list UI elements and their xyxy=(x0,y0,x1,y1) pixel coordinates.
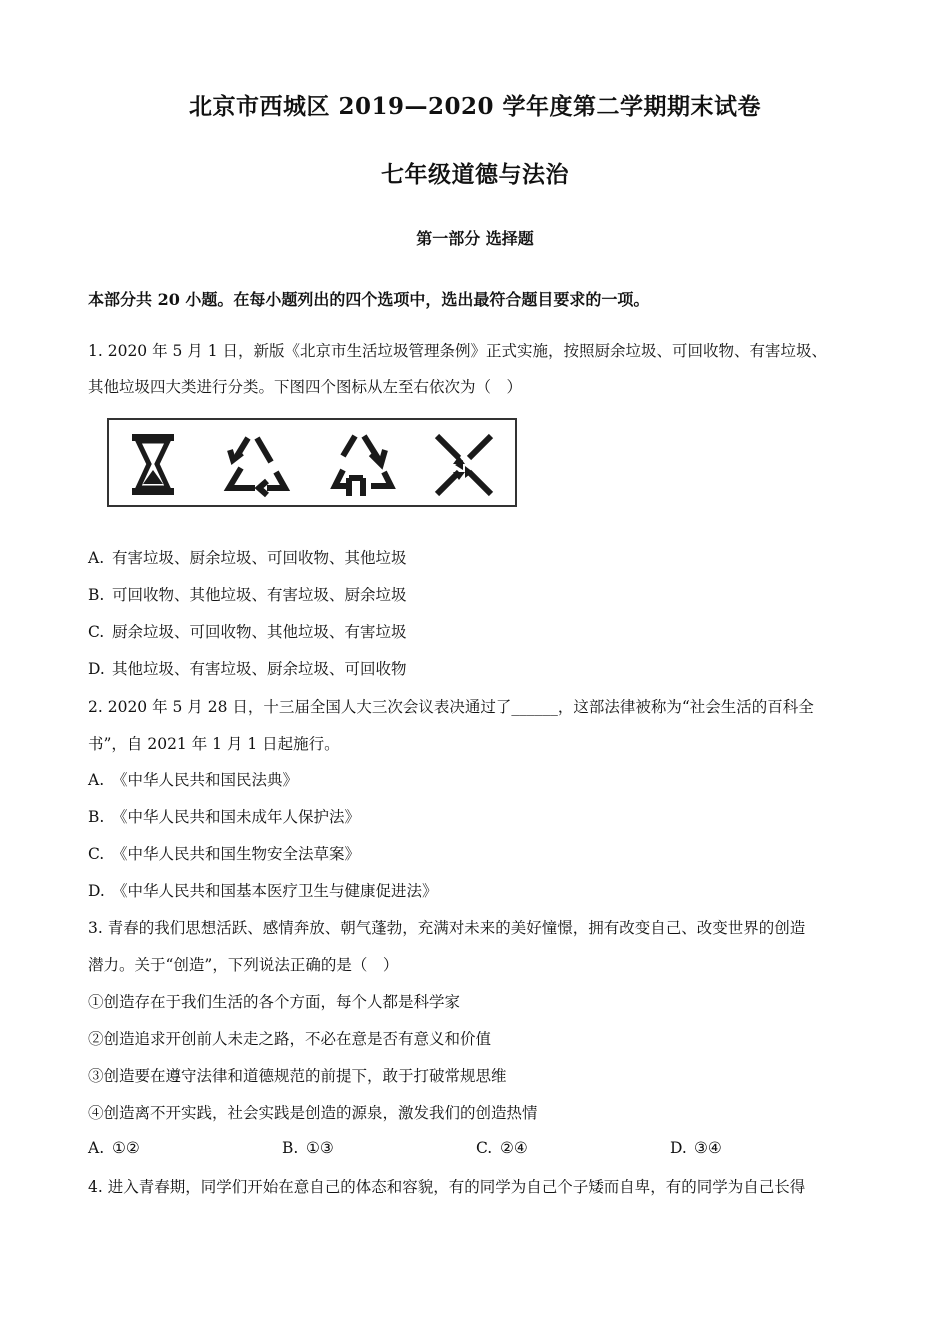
exam-subtitle: 七年级道德与法治 xyxy=(381,161,569,188)
q3-option-c[interactable]: C. ②④ xyxy=(476,1139,528,1157)
exam-title: 北京市西城区 2019—2020 学年度第二学期期末试卷 xyxy=(188,93,762,120)
q3-statement-3: ③创造要在遵守法律和道德规范的前提下，敢于打破常规思维 xyxy=(88,1067,507,1085)
q2-stem-line2: 书”，自 2021 年 1 月 1 日起施行。 xyxy=(88,735,340,753)
other-waste-icon xyxy=(437,436,491,494)
waste-icons-figure xyxy=(107,418,517,507)
kitchen-waste-icon xyxy=(335,436,391,496)
q4-stem-line1: 4. 进入青春期，同学们开始在意自己的体态和容貌，有的同学为自己个子矮而自卑，有的同学为自己长得 xyxy=(88,1178,806,1196)
q3-statement-1: ①创造存在于我们生活的各个方面，每个人都是科学家 xyxy=(88,993,461,1011)
q1-option-b[interactable]: B. 可回收物、其他垃圾、有害垃圾、厨余垃圾 xyxy=(88,586,407,604)
q2-option-a[interactable]: A. 《中华人民共和国民法典》 xyxy=(88,771,299,789)
q2-stem-line1: 2. 2020 年 5 月 28 日，十三届全国人大三次会议表决通过了______，这部法律被称为“社会生活的百科全 xyxy=(88,698,814,716)
q3-option-a[interactable]: A. ①② xyxy=(88,1139,140,1157)
q1-option-a[interactable]: A. 有害垃圾、厨余垃圾、可回收物、其他垃圾 xyxy=(88,549,407,567)
section-heading: 第一部分 选择题 xyxy=(416,229,534,248)
hazardous-waste-icon xyxy=(132,434,174,495)
q3-stem-line1: 3. 青春的我们思想活跃、感情奔放、朝气蓬勃，充满对未来的美好憧憬，拥有改变自己、改变世界的创造 xyxy=(88,919,806,937)
instructions: 本部分共 20 小题。在每小题列出的四个选项中，选出最符合题目要求的一项。 xyxy=(88,290,650,309)
q3-statement-4: ④创造离不开实践，社会实践是创造的源泉，激发我们的创造热情 xyxy=(88,1104,538,1122)
q2-option-b[interactable]: B. 《中华人民共和国未成年人保护法》 xyxy=(88,808,361,826)
q3-statement-2: ②创造追求开创前人未走之路，不必在意是否有意义和价值 xyxy=(88,1030,492,1048)
q3-stem-line2: 潜力。关于“创造”，下列说法正确的是（ ） xyxy=(88,956,399,974)
q1-stem-line1: 1. 2020 年 5 月 1 日，新版《北京市生活垃圾管理条例》正式实施，按照厨余垃圾、可回收物、有害垃圾、 xyxy=(88,342,828,360)
recyclable-icon xyxy=(229,438,285,495)
q2-option-d[interactable]: D. 《中华人民共和国基本医疗卫生与健康促进法》 xyxy=(88,882,438,900)
q3-option-b[interactable]: B. ①③ xyxy=(282,1139,334,1157)
q1-option-c[interactable]: C. 厨余垃圾、可回收物、其他垃圾、有害垃圾 xyxy=(88,623,407,641)
q1-option-d[interactable]: D. 其他垃圾、有害垃圾、厨余垃圾、可回收物 xyxy=(88,660,407,678)
q3-option-d[interactable]: D. ③④ xyxy=(670,1139,722,1157)
q1-stem-line2: 其他垃圾四大类进行分类。下图四个图标从左至右依次为（ ） xyxy=(88,378,523,396)
q3-options-row xyxy=(88,1138,868,1160)
q2-option-c[interactable]: C. 《中华人民共和国生物安全法草案》 xyxy=(88,845,361,863)
